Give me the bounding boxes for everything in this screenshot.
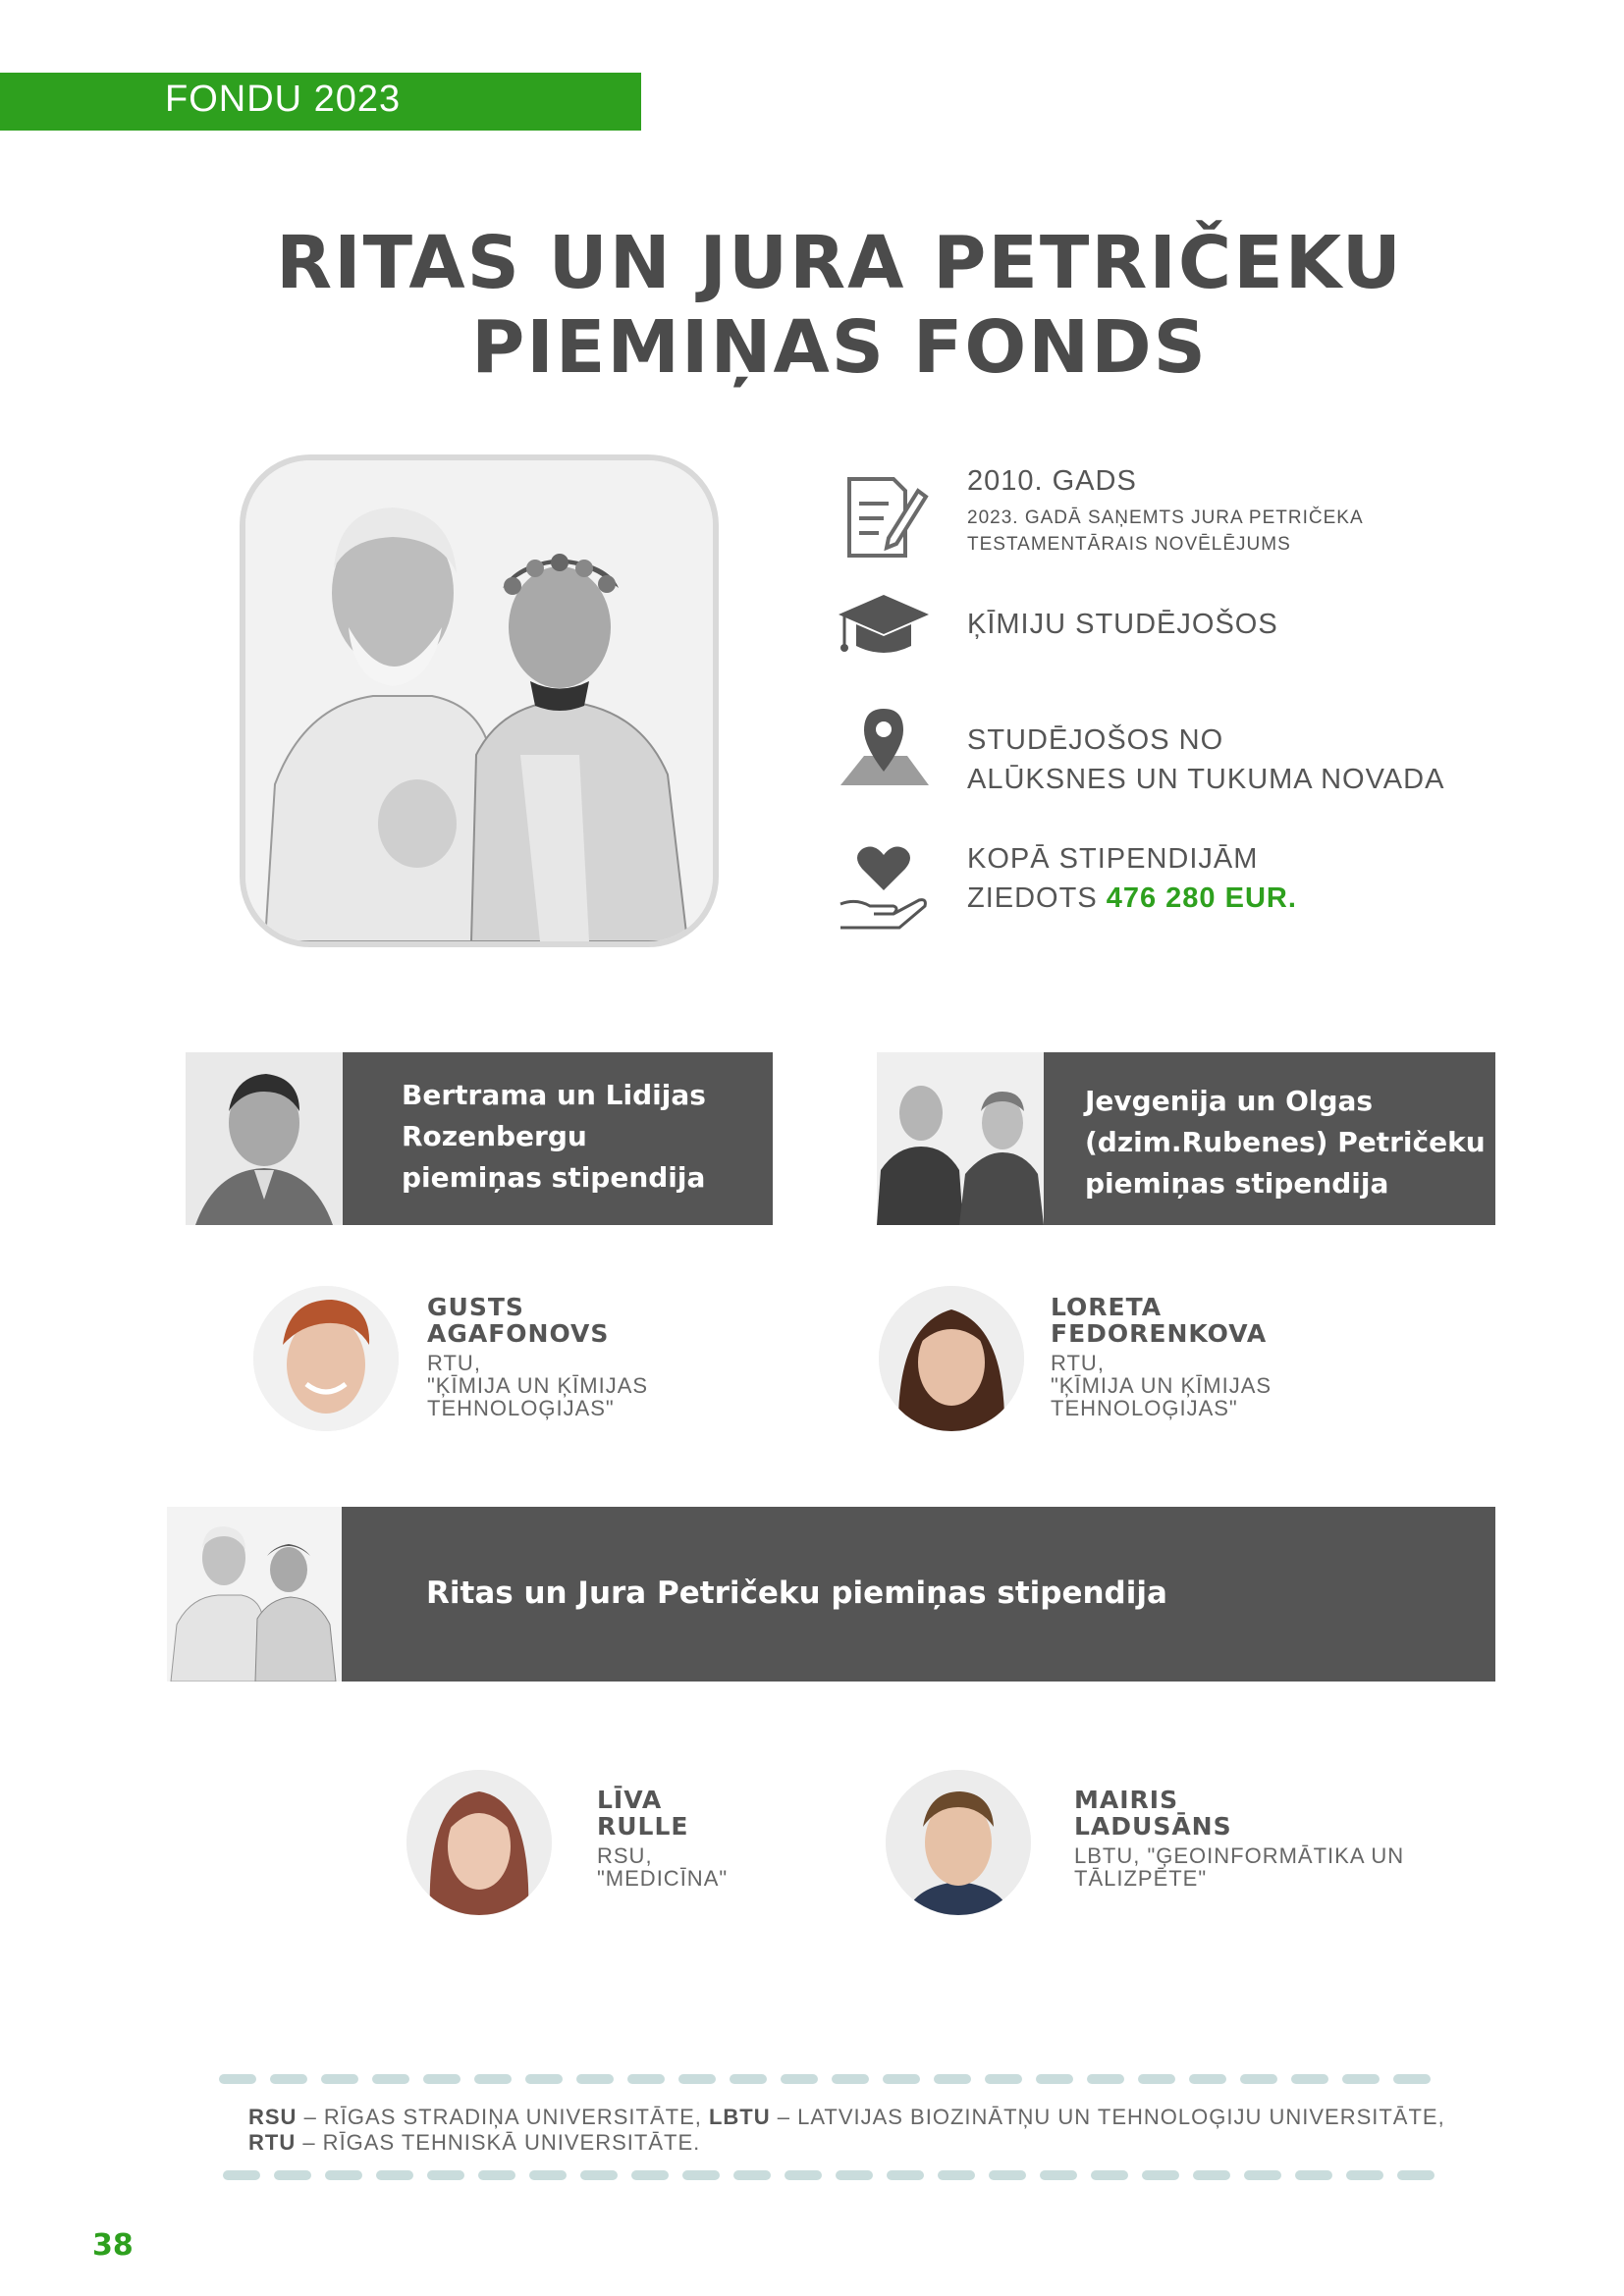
scholarship-line: Bertrama un Lidijas (402, 1079, 706, 1111)
student-program: "ĶĪMIJA UN ĶĪMIJAS (1051, 1373, 1272, 1398)
footnote-line-1 (248, 2105, 1525, 2130)
couple-thumbnail (167, 1507, 342, 1682)
student-last-name: RULLE (597, 1812, 689, 1841)
student-last-name: AGAFONOVS (427, 1319, 610, 1348)
abbr-rsu-text: – RĪGAS STRADIŅA UNIVERSITĀTE, (297, 2105, 709, 2129)
student-program: TEHNOLOĢIJAS" (1051, 1396, 1238, 1420)
abbr-lbtu: LBTU (708, 2105, 771, 2129)
student-gusts (427, 1294, 648, 1419)
student-program: "MEDICĪNA" (597, 1866, 729, 1891)
page-number: 38 (92, 2228, 134, 2263)
scholarship-title-rozenbergs (402, 1075, 706, 1199)
scholarship-line: Jevgenija un Olgas (1085, 1085, 1374, 1117)
student-institution: RTU, (427, 1351, 481, 1375)
scholarship-line: piemiņas stipendija (402, 1161, 706, 1194)
student-institution: RTU, (1051, 1351, 1105, 1375)
couple-photo-image (245, 460, 713, 941)
footnote-line-2 (248, 2130, 1525, 2156)
student-last-name: FEDORENKOVA (1051, 1319, 1268, 1348)
student-first-name: GUSTS (427, 1293, 524, 1321)
student-first-name: MAIRIS (1074, 1786, 1179, 1814)
info-year: 2010. GADS (967, 465, 1137, 497)
info-total-prefix: ZIEDOTS (967, 882, 1098, 914)
info-bequest: 2023. GADĀ SAŅEMTS JURA PETRIČEKA TESTAMENTĀRAIS NOVĒLĒJUMS (967, 507, 1363, 555)
info-origin-line-1: STUDĒJOŠOS NO (967, 724, 1224, 756)
student-last-name: LADUSĀNS (1074, 1812, 1232, 1841)
graduation-cap-icon (835, 577, 933, 675)
student-program: TĀLIZPĒTE" (1074, 1866, 1208, 1891)
dashed-divider-bottom (218, 2169, 1435, 2181)
document-pen-icon (835, 469, 933, 567)
heart-hand-icon (835, 839, 933, 937)
abbreviations-footnote (248, 2105, 1525, 2156)
student-mairis (1074, 1787, 1404, 1890)
student-program: "ĶĪMIJA UN ĶĪMIJAS (427, 1373, 649, 1398)
student-liva (597, 1787, 728, 1890)
page-title (0, 221, 1624, 390)
student-program: TEHNOLOĢIJAS" (427, 1396, 615, 1420)
avatar (879, 1286, 1024, 1431)
info-origin-line-2: ALŪKSNES UN TUKUMA NOVADA (967, 764, 1445, 795)
info-target-group: ĶĪMIJU STUDĒJOŠOS (967, 609, 1278, 640)
map-pin-icon (835, 703, 933, 801)
student-first-name: LORETA (1051, 1293, 1163, 1321)
info-total (967, 839, 1297, 918)
total-amount: 476 280 EUR. (1106, 882, 1297, 914)
student-first-name: LĪVA (597, 1786, 663, 1814)
abbr-rsu: RSU (248, 2105, 298, 2129)
student-loreta (1051, 1294, 1272, 1419)
dashed-divider-top (218, 2073, 1435, 2085)
scholarship-line: piemiņas stipendija (1085, 1167, 1389, 1200)
info-origin (967, 721, 1444, 799)
abbr-rtu: RTU (248, 2130, 297, 2155)
abbr-lbtu-text: – LATVIJAS BIOZINĀTŅU UN TEHNOLOĢIJU UNIVERSITĀTE, (770, 2105, 1445, 2129)
scholarship-title-petriceks: Ritas un Jura Petričeku piemiņas stipendija (426, 1575, 1167, 1611)
info-total-line-1: KOPĀ STIPENDIJĀM (967, 843, 1259, 875)
rozenbergs-portrait (186, 1052, 343, 1225)
scholarship-title-petriceks-parents (1085, 1081, 1486, 1204)
avatar (253, 1286, 399, 1431)
abbr-rtu-text: – RĪGAS TEHNISKĀ UNIVERSITĀTE. (296, 2130, 701, 2155)
scholarship-line: Rozenbergu (402, 1120, 587, 1152)
title-line-1: RITAS UN JURA PETRIČEKU (276, 221, 1403, 305)
student-institution: LBTU, "ĢEOINFORMĀTIKA UN (1074, 1843, 1405, 1868)
ribbon-label: FONDU 2023 (165, 79, 402, 120)
avatar (886, 1770, 1031, 1915)
student-institution: RSU, (597, 1843, 653, 1868)
title-line-2: PIEMIŅAS FONDS (471, 305, 1208, 390)
couple-photo (240, 454, 719, 947)
avatar (406, 1770, 552, 1915)
petriceks-parents-portrait (877, 1052, 1044, 1225)
scholarship-line: (dzim.Rubenes) Petričeku (1085, 1126, 1486, 1158)
info-total-line-2 (967, 879, 1297, 918)
